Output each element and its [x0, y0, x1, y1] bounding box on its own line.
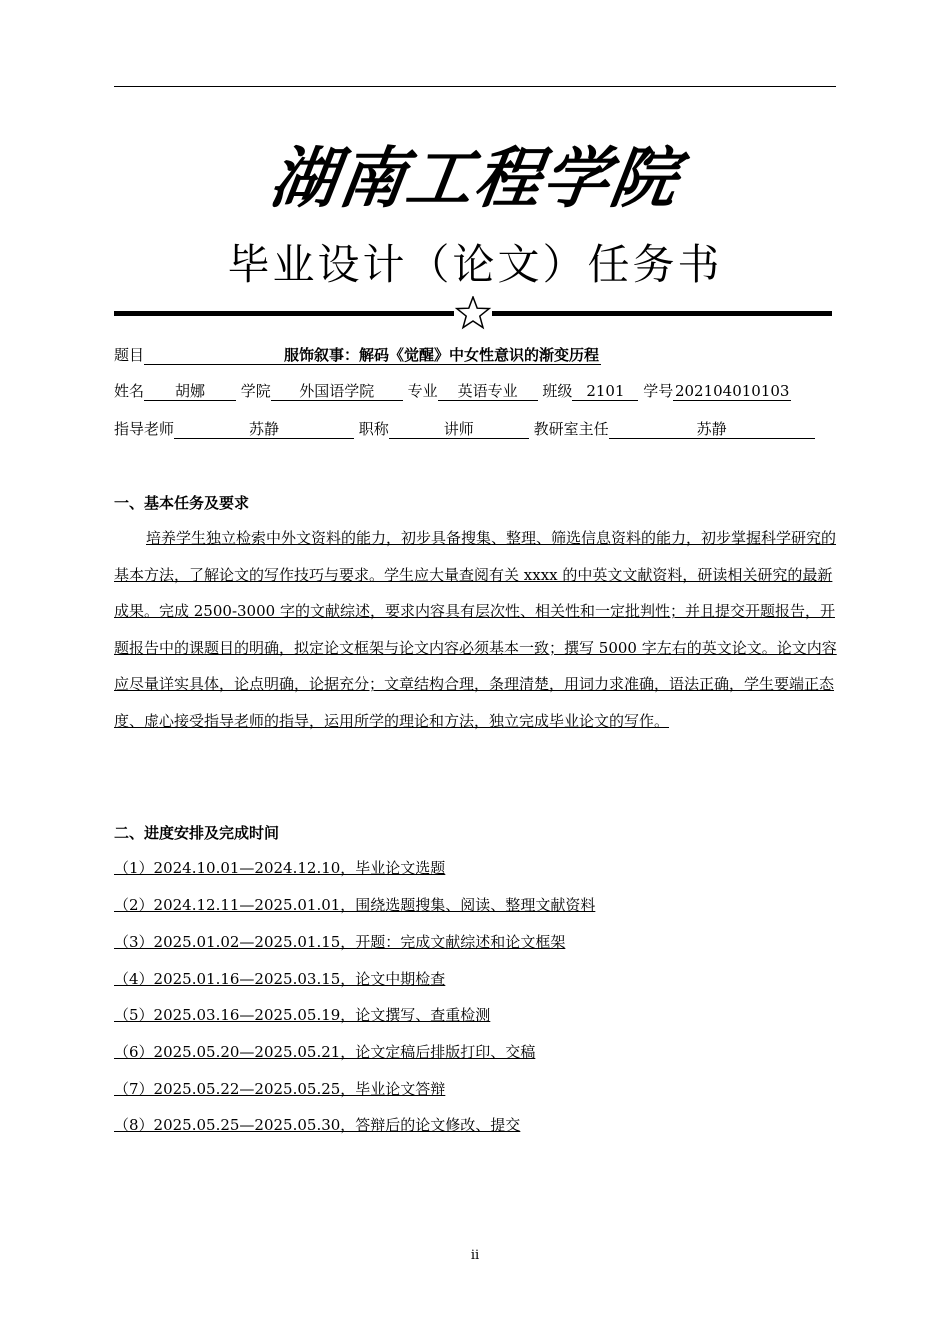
star-divider	[114, 296, 832, 330]
class-label: 班级	[542, 382, 573, 400]
section1-heading: 一、基本任务及要求	[114, 494, 250, 512]
divider-right-bar	[492, 311, 832, 316]
advisor-label: 指导老师	[114, 420, 175, 438]
schedule-item: （6）2025.05.20—2025.05.21，论文定稿后排版打印、交稿	[114, 1043, 536, 1061]
schedule-item: （5）2025.03.16—2025.05.19，论文撰写、查重检测	[114, 1006, 491, 1024]
schedule-item: （4）2025.01.16—2025.03.15，论文中期检查	[114, 970, 446, 988]
school-name-logo: 湖南工程学院	[265, 139, 685, 217]
college-label: 学院	[240, 382, 271, 400]
job-title-value: 讲师	[389, 420, 529, 439]
director-value: 苏静	[609, 420, 815, 439]
college-value: 外国语学院	[271, 382, 403, 401]
topic-label: 题目	[114, 346, 145, 364]
schedule-item: （8）2025.05.25—2025.05.30，答辩后的论文修改、提交	[114, 1116, 521, 1134]
star-icon	[457, 297, 489, 328]
class-value: 2101	[572, 382, 638, 401]
schedule-item: （1）2024.10.01—2024.12.10，毕业论文选题	[114, 859, 446, 877]
major-value: 英语专业	[438, 382, 538, 401]
section1-body	[114, 520, 842, 739]
major-label: 专业	[407, 382, 438, 400]
schedule-item: （2）2024.12.11—2025.01.01，围绕选题搜集、阅读、整理文献资料	[114, 896, 596, 914]
advisor-value: 苏静	[174, 420, 354, 439]
topic-value: 服饰叙事：解码《觉醒》中女性意识的渐变历程	[144, 346, 601, 365]
job-title-label: 职称	[358, 420, 389, 438]
advisor-row	[114, 419, 815, 439]
section2-heading: 二、进度安排及完成时间	[114, 824, 280, 842]
schedule-item: （3）2025.01.02—2025.01.15，开题：完成文献综述和论文框架	[114, 933, 566, 951]
top-rule	[114, 86, 836, 87]
student-id-label: 学号	[643, 382, 674, 400]
document-title: 毕业设计（论文）任务书	[227, 240, 723, 289]
section1-body-text: 培养学生独立检索中外文资料的能力，初步具备搜集、整理、筛选信息资料的能力，初步掌握科学研究的基本方法，了解论文的写作技巧与要求。学生应大量查阅有关 xxxx 的中英文文献资料，研读相关研究的最新成果。完成 2500-3000 字的文献综述，要求内容具有层次性、相关性和一定批判性；并且提交开题报告，开题报告中的课题目的明确，拟定论文框架与论文内容必须基本一致；撰写 5000 字左右的英文论文。论文内容应尽量详实具体，论点明确，论据充分；文章结构合理，条理清楚，用词力求准确，语法正确，学生要端正态度、虚心接受指导老师的指导，运用所学的理论和方法，独立完成毕业论文的写作。	[114, 529, 837, 730]
student-info-row	[114, 381, 791, 401]
page-number: ii	[470, 1248, 480, 1263]
schedule-item: （7）2025.05.22—2025.05.25，毕业论文答辩	[114, 1080, 446, 1098]
name-label: 姓名	[114, 382, 145, 400]
divider-left-bar	[114, 311, 454, 316]
student-id-value: 202104010103	[674, 382, 790, 400]
director-label: 教研室主任	[533, 420, 609, 438]
name-value: 胡娜	[144, 382, 236, 401]
topic-row	[114, 345, 601, 365]
